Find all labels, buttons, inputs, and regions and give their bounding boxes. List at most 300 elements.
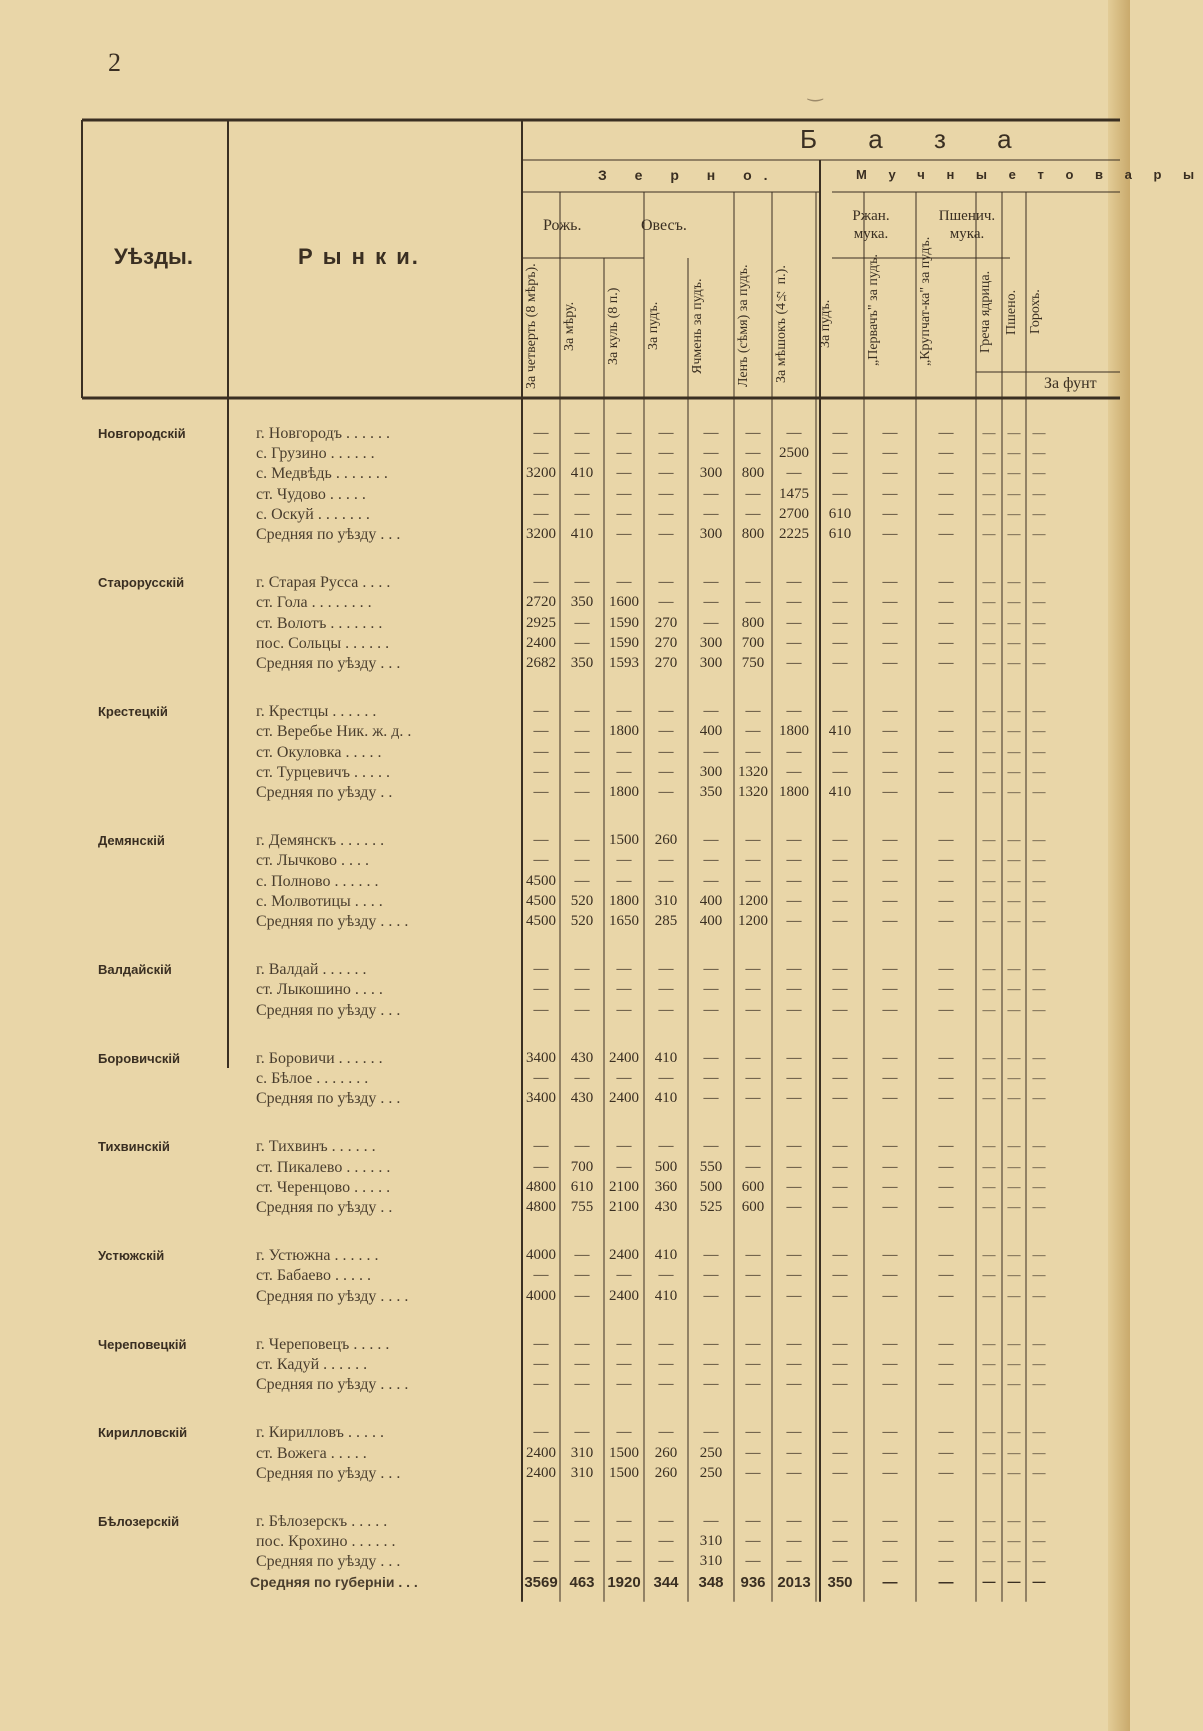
table-cell: —: [882, 1267, 898, 1284]
table-cell: —: [982, 872, 996, 888]
table-cell: 430: [570, 1049, 594, 1066]
table-cell: 610: [570, 1178, 594, 1195]
table-cell: —: [882, 526, 898, 542]
table-cell: —: [1007, 1247, 1021, 1263]
table-cell: 610: [828, 505, 852, 522]
table-cell: —: [882, 1090, 898, 1107]
table-cell: —: [938, 1247, 954, 1264]
market-name: г. Старая Русса . . . .: [256, 574, 391, 592]
table-cell: 500: [654, 1158, 678, 1175]
table-cell: —: [786, 1070, 802, 1086]
uezd-name: Кирилловскій: [98, 1425, 188, 1441]
table-cell: —: [745, 1049, 761, 1066]
table-cell: —: [882, 763, 898, 780]
table-cell: —: [745, 1138, 761, 1155]
table-cell: —: [658, 594, 674, 611]
rozh-header: Рожь.: [543, 217, 582, 234]
table-cell: —: [533, 425, 549, 441]
table-cell: —: [786, 1178, 802, 1195]
uezd-name: Бѣлозерскій: [98, 1514, 180, 1529]
table-cell: —: [658, 1513, 674, 1529]
table-cell: —: [533, 1356, 549, 1372]
table-cell: 350: [827, 1573, 853, 1591]
za-funt-header: За фунт: [1044, 375, 1097, 392]
table-cell: —: [703, 961, 719, 978]
table-cell: —: [703, 1247, 719, 1264]
table-cell: —: [938, 1464, 954, 1481]
table-cell: —: [882, 1199, 898, 1215]
market-name: г. Устюжна . . . . . .: [256, 1247, 379, 1265]
table-cell: —: [533, 961, 549, 978]
table-cell: 800: [741, 614, 765, 631]
table-cell: —: [786, 1376, 802, 1393]
table-cell: —: [938, 445, 954, 462]
market-name: Средняя по уѣзду . . .: [256, 655, 401, 672]
table-cell: —: [616, 526, 632, 542]
table-cell: —: [832, 852, 848, 869]
table-cell: —: [533, 703, 549, 720]
table-cell: —: [938, 465, 954, 482]
table-cell: —: [832, 743, 848, 760]
table-cell: —: [786, 1335, 802, 1352]
table-cell: —: [658, 784, 674, 800]
table-cell: —: [1007, 981, 1021, 997]
table-cell: —: [786, 574, 802, 591]
table-cell: —: [786, 852, 802, 869]
table-cell: —: [1032, 445, 1046, 461]
table-cell: —: [832, 1424, 848, 1441]
table-cell: —: [938, 892, 954, 909]
table-cell: —: [882, 1287, 898, 1304]
table-cell: —: [786, 1553, 802, 1570]
table-cell: —: [745, 852, 761, 869]
table-cell: —: [938, 1158, 954, 1175]
table-cell: —: [786, 1049, 802, 1066]
table-cell: —: [882, 445, 898, 462]
table-cell: —: [882, 594, 898, 611]
table-cell: 3400: [526, 1090, 556, 1107]
table-cell: —: [832, 981, 848, 998]
market-name: Средняя по уѣзду . . .: [256, 1001, 401, 1019]
table-cell: —: [703, 1070, 719, 1086]
table-cell: 755: [570, 1199, 594, 1215]
table-cell: 1320: [738, 784, 768, 800]
page-number: 2: [108, 48, 121, 77]
table-cell: —: [938, 784, 954, 800]
table-cell: —: [882, 981, 898, 998]
table-cell: —: [832, 1267, 848, 1284]
table-cell: 348: [698, 1573, 724, 1591]
table-cell: —: [832, 1158, 848, 1175]
market-name: Средняя по уѣзду . . . .: [256, 913, 409, 930]
table-cell: 1800: [609, 723, 639, 740]
table-cell: 310: [654, 892, 678, 909]
table-cell: —: [832, 1199, 848, 1215]
subcolumn-header: За пудъ.: [818, 299, 833, 349]
table-cell: —: [1032, 594, 1046, 610]
table-cell: —: [1007, 703, 1021, 719]
table-cell: —: [616, 1553, 632, 1570]
table-cell: —: [745, 1335, 761, 1352]
table-cell: —: [658, 425, 674, 441]
table-cell: —: [882, 852, 898, 869]
table-cell: —: [982, 1376, 996, 1392]
table-cell: —: [574, 1287, 590, 1304]
table-cell: —: [658, 1001, 674, 1018]
table-cell: —: [574, 1533, 590, 1550]
table-cell: 310: [699, 1533, 723, 1550]
table-cell: —: [658, 1138, 674, 1155]
table-cell: —: [616, 1267, 632, 1284]
table-cell: —: [616, 981, 632, 998]
table-cell: —: [832, 485, 848, 502]
table-cell: 410: [570, 465, 594, 482]
table-cell: —: [982, 465, 996, 481]
table-cell: —: [882, 574, 898, 591]
rynki-header: Р ы н к и.: [298, 244, 420, 269]
table-cell: —: [574, 723, 590, 740]
table-cell: —: [616, 1424, 632, 1441]
table-cell: —: [786, 1356, 802, 1372]
table-cell: —: [1007, 425, 1021, 440]
table-cell: —: [938, 485, 954, 502]
table-cell: —: [1032, 703, 1046, 719]
table-cell: —: [1032, 743, 1046, 759]
table-cell: —: [1032, 1444, 1046, 1460]
oves-header: Овесъ.: [641, 217, 687, 234]
market-name: ст. Пикалево . . . . . .: [256, 1158, 391, 1176]
table-cell: —: [745, 872, 761, 889]
table-cell: —: [574, 614, 590, 631]
table-cell: 300: [699, 465, 723, 482]
table-cell: —: [574, 1376, 590, 1393]
table-cell: —: [703, 1049, 719, 1066]
table-cell: —: [1032, 465, 1046, 481]
table-cell: —: [616, 1158, 632, 1175]
table-cell: —: [882, 1247, 898, 1264]
table-cell: —: [786, 634, 802, 651]
table-cell: —: [616, 485, 632, 502]
market-name: Средняя по уѣзду . . .: [256, 526, 401, 543]
table-cell: —: [658, 465, 674, 482]
baza-header: Б а з а: [800, 124, 1034, 154]
uezd-name: Старорусскій: [98, 575, 185, 591]
table-cell: —: [616, 574, 632, 591]
table-cell: —: [745, 505, 761, 522]
table-cell: —: [703, 1424, 719, 1441]
table-cell: —: [1007, 1513, 1021, 1528]
table-cell: —: [938, 1513, 954, 1529]
market-name: Средняя по уѣзду . . .: [256, 1090, 401, 1108]
table-cell: —: [703, 872, 719, 889]
table-cell: 2225: [779, 526, 809, 542]
table-cell: 2682: [526, 655, 556, 671]
table-cell: 250: [699, 1444, 723, 1461]
table-cell: —: [1032, 1464, 1046, 1480]
table-cell: —: [982, 1356, 996, 1371]
table-cell: 2100: [609, 1199, 639, 1215]
table-cell: —: [982, 743, 996, 759]
table-cell: —: [533, 1267, 549, 1284]
table-cell: —: [882, 1001, 898, 1018]
table-cell: —: [938, 1573, 954, 1591]
uezd-name: Демянскій: [98, 833, 165, 849]
table-cell: —: [658, 743, 674, 760]
table-cell: —: [616, 1070, 632, 1086]
uezd-name: Череповецкій: [98, 1336, 187, 1352]
table-cell: —: [882, 784, 898, 800]
table-cell: —: [574, 703, 590, 720]
table-cell: —: [938, 1267, 954, 1284]
table-cell: —: [882, 743, 898, 760]
table-cell: —: [982, 655, 996, 670]
table-cell: —: [882, 1070, 898, 1086]
table-cell: —: [1007, 1376, 1021, 1392]
table-cell: —: [1007, 784, 1021, 799]
table-cell: —: [616, 445, 632, 462]
subcolumn-header: За четверть (8 мѣръ).: [524, 263, 539, 389]
table-cell: —: [882, 703, 898, 720]
table-cell: —: [658, 1533, 674, 1550]
table-cell: —: [745, 1158, 761, 1175]
table-cell: —: [1007, 465, 1021, 481]
table-cell: 410: [654, 1090, 678, 1107]
table-cell: —: [1032, 1573, 1046, 1589]
table-cell: —: [533, 1138, 549, 1155]
table-cell: —: [882, 1424, 898, 1441]
table-cell: —: [745, 1070, 761, 1086]
table-cell: —: [982, 1138, 996, 1154]
table-cell: —: [786, 614, 802, 631]
market-name: ст. Гола . . . . . . . .: [256, 594, 372, 612]
table-cell: —: [1007, 1070, 1021, 1085]
table-cell: —: [982, 614, 996, 630]
table-cell: 550: [699, 1158, 723, 1175]
table-cell: 1500: [609, 1464, 639, 1481]
uezd-name: Валдайскій: [98, 962, 172, 978]
table-cell: 2925: [526, 614, 556, 631]
table-cell: 2013: [777, 1573, 811, 1591]
table-cell: —: [982, 832, 996, 848]
table-cell: —: [703, 981, 719, 998]
uezd-name: Тихвинскій: [98, 1139, 170, 1155]
table-cell: —: [703, 574, 719, 591]
table-cell: —: [574, 743, 590, 760]
table-cell: 700: [570, 1158, 594, 1175]
table-cell: —: [1007, 614, 1021, 630]
market-name: ст. Лыкошино . . . .: [256, 981, 383, 999]
table-cell: 1500: [609, 832, 639, 849]
table-cell: —: [786, 703, 802, 720]
table-cell: —: [882, 961, 898, 978]
table-cell: —: [658, 1424, 674, 1441]
table-cell: 410: [828, 723, 852, 740]
table-cell: —: [1007, 1049, 1021, 1065]
table-cell: —: [616, 872, 632, 889]
table-cell: —: [832, 614, 848, 631]
table-cell: —: [882, 1335, 898, 1352]
table-cell: —: [533, 832, 549, 849]
table-cell: 2400: [526, 1464, 556, 1481]
table-cell: 4500: [526, 892, 556, 909]
table-cell: —: [982, 1513, 996, 1528]
table-cell: —: [745, 425, 761, 441]
market-name: с. Оскуй . . . . . . .: [256, 505, 370, 523]
table-cell: —: [982, 1553, 996, 1569]
table-cell: —: [882, 655, 898, 671]
table-cell: —: [533, 1070, 549, 1086]
table-cell: —: [1007, 1573, 1021, 1589]
table-cell: —: [658, 872, 674, 889]
table-cell: —: [982, 634, 996, 650]
table-cell: —: [882, 1573, 898, 1591]
table-cell: 3200: [526, 465, 556, 482]
table-cell: —: [1032, 485, 1046, 501]
table-cell: —: [1032, 852, 1046, 868]
table-cell: 2720: [526, 594, 556, 611]
table-cell: —: [832, 1070, 848, 1086]
table-cell: —: [982, 763, 996, 779]
subcolumn-header: Горохъ.: [1028, 289, 1043, 335]
table-cell: 2700: [779, 505, 809, 522]
table-cell: —: [533, 1158, 549, 1175]
table-cell: —: [574, 1356, 590, 1372]
table-cell: —: [982, 1267, 996, 1283]
table-cell: —: [832, 1464, 848, 1481]
table-cell: 4800: [526, 1199, 556, 1215]
table-cell: 410: [654, 1247, 678, 1264]
table-cell: 344: [653, 1573, 679, 1591]
subcolumn-header: Ячмень за пудъ.: [690, 278, 705, 374]
table-cell: —: [745, 1247, 761, 1264]
table-cell: —: [938, 655, 954, 671]
table-cell: —: [832, 1533, 848, 1550]
table-cell: 410: [654, 1287, 678, 1304]
table-cell: —: [574, 1513, 590, 1529]
table-cell: —: [533, 1376, 549, 1393]
table-cell: 260: [654, 1464, 678, 1481]
table-cell: —: [832, 465, 848, 482]
table-cell: 410: [570, 526, 594, 542]
table-cell: —: [574, 425, 590, 441]
table-cell: —: [786, 1199, 802, 1215]
rzhan-muka-header: Ржан. мука.: [852, 208, 890, 242]
table-cell: —: [882, 1356, 898, 1372]
table-cell: —: [938, 574, 954, 591]
table-cell: —: [832, 655, 848, 671]
market-name: г. Бѣлозерскъ . . . . .: [256, 1513, 388, 1530]
table-cell: —: [533, 574, 549, 591]
table-cell: —: [658, 1267, 674, 1284]
table-cell: —: [982, 852, 996, 868]
pshenich-muka-header: Пшенич. мука.: [938, 208, 996, 242]
table-cell: —: [938, 703, 954, 720]
table-cell: —: [533, 723, 549, 740]
table-cell: —: [786, 981, 802, 998]
table-cell: —: [982, 1335, 996, 1351]
table-cell: —: [982, 594, 996, 610]
table-cell: —: [1007, 852, 1021, 868]
table-cell: —: [745, 961, 761, 978]
table-cell: 2400: [609, 1247, 639, 1264]
table-cell: 600: [741, 1199, 765, 1215]
table-cell: —: [1032, 505, 1046, 521]
table-cell: —: [745, 1287, 761, 1304]
table-cell: —: [574, 832, 590, 849]
table-cell: —: [1032, 784, 1046, 799]
table-cell: 1800: [609, 784, 639, 800]
table-cell: —: [616, 1513, 632, 1529]
table-cell: —: [982, 1444, 996, 1460]
table-cell: —: [1032, 913, 1046, 928]
market-name: ст. Волотъ . . . . . . .: [256, 614, 383, 632]
market-name: ст. Лычково . . . .: [256, 852, 369, 870]
uezdy-header: Уѣзды.: [114, 244, 193, 269]
table-cell: —: [533, 743, 549, 760]
market-name: ст. Кадуй . . . . . .: [256, 1356, 368, 1373]
table-cell: —: [1007, 526, 1021, 541]
table-cell: —: [616, 425, 632, 441]
table-cell: —: [574, 1138, 590, 1155]
uezd-name: Устюжскій: [98, 1248, 165, 1264]
table-cell: —: [832, 425, 848, 441]
table-cell: —: [703, 1376, 719, 1393]
table-cell: 310: [699, 1553, 723, 1570]
table-cell: —: [882, 614, 898, 631]
table-cell: —: [616, 1533, 632, 1550]
table-cell: 270: [654, 634, 678, 651]
table-cell: —: [1032, 872, 1046, 888]
table-cell: —: [938, 852, 954, 869]
table-cell: —: [703, 1267, 719, 1284]
table-cell: —: [658, 1376, 674, 1393]
table-cell: 3200: [526, 526, 556, 542]
table-cell: —: [938, 981, 954, 998]
table-cell: —: [1007, 1464, 1021, 1480]
table-cell: —: [982, 1178, 996, 1194]
table-cell: —: [1032, 723, 1046, 739]
table-cell: —: [786, 1513, 802, 1529]
table-cell: —: [938, 526, 954, 542]
table-cell: 410: [828, 784, 852, 800]
table-cell: —: [938, 634, 954, 651]
table-cell: —: [786, 743, 802, 760]
subcolumn-header: Пшено.: [1004, 289, 1019, 335]
table-cell: —: [745, 1376, 761, 1393]
market-name: г. Демянскъ . . . . . .: [256, 832, 385, 850]
table-cell: —: [533, 1533, 549, 1550]
table-cell: —: [938, 1287, 954, 1304]
table-cell: —: [616, 1138, 632, 1155]
table-cell: —: [616, 743, 632, 760]
table-cell: —: [574, 784, 590, 800]
table-cell: —: [703, 832, 719, 849]
table-cell: —: [786, 1444, 802, 1461]
table-cell: —: [703, 445, 719, 462]
table-cell: 525: [699, 1199, 723, 1215]
table-cell: —: [1032, 655, 1046, 670]
market-name: г. Боровичи . . . . . .: [256, 1049, 383, 1067]
table-cell: —: [786, 1424, 802, 1441]
table-cell: —: [982, 1199, 996, 1214]
table-cell: —: [1007, 892, 1021, 908]
table-cell: —: [938, 1049, 954, 1066]
table-cell: —: [882, 723, 898, 740]
table-cell: 1200: [738, 913, 768, 929]
table-cell: —: [703, 1001, 719, 1018]
table-cell: —: [533, 1553, 549, 1570]
table-cell: 1320: [738, 763, 768, 780]
